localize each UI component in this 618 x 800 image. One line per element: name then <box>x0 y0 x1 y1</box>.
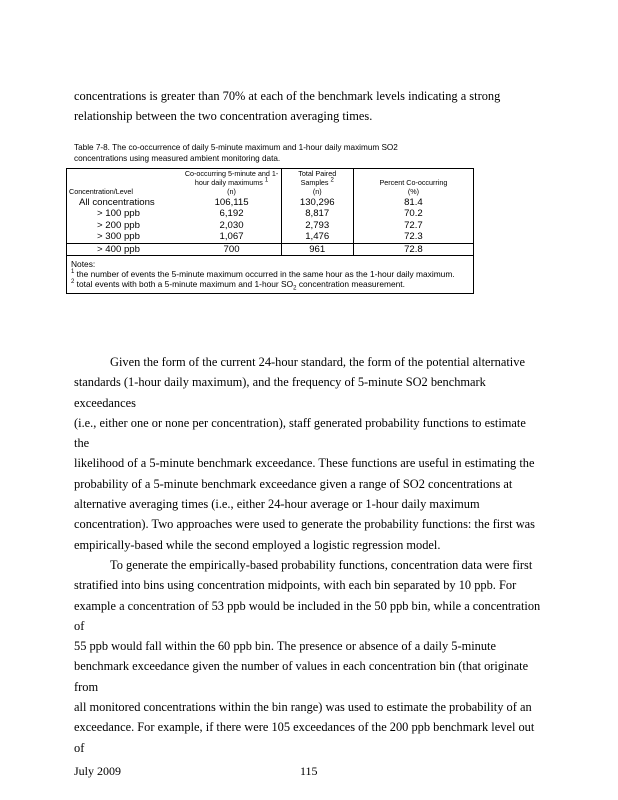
header-cooccurring <box>183 169 281 197</box>
body-line: example a concentration of 53 ppb would be included in the 50 ppb bin, while a concentration of <box>74 598 541 633</box>
header-level: Concentration/Level <box>69 187 133 197</box>
body-line: benchmark exceedance given the number of values in each concentration bin (that originate from <box>74 659 529 694</box>
cell-level: > 100 ppb <box>97 208 140 220</box>
header-percent-unit: (%) <box>407 187 420 197</box>
table-row <box>67 208 473 220</box>
body-line: concentration). Two approaches were used to generate the probability functions: the first was <box>74 517 535 532</box>
cell-cooccurring: 700 <box>183 243 281 256</box>
table-row <box>67 231 473 243</box>
table-caption <box>74 143 542 164</box>
body-line: all monitored concentrations within the bin range) was used to estimate the probability of an <box>74 700 532 715</box>
header-total-label: Total Paired Samples <box>298 169 337 188</box>
body-line: probability of a 5-minute benchmark exceedance given a range of SO2 concentrations at <box>74 476 513 491</box>
footnote-mark: 1 <box>264 177 269 184</box>
body-line: Given the form of the current 24-hour standard, the form of the potential alternative <box>110 355 525 369</box>
cell-total: 961 <box>281 243 353 256</box>
note-1-text: the number of events the 5-minute maximum occurred in the same hour as the 1-hour daily maximum. <box>76 269 455 280</box>
footnote-mark: 1 <box>71 269 75 276</box>
table-row <box>67 243 473 256</box>
intro-paragraph <box>74 86 542 127</box>
cell-percent: 72.3 <box>404 231 423 243</box>
header-percent <box>353 169 473 197</box>
cell-total: 130,296 <box>281 197 353 209</box>
body-line: To generate the empirically-based probability functions, concentration data were first <box>110 557 533 572</box>
footnote-mark: 2 <box>330 177 334 184</box>
cell-total: 1,476 <box>281 231 353 243</box>
cell-level: > 300 ppb <box>97 231 140 243</box>
cell-percent: 70.2 <box>404 208 423 220</box>
cell-cooccurring: 6,192 <box>183 208 281 220</box>
cell-cooccurring: 106,115 <box>183 197 281 209</box>
body-line: standards (1-hour daily maximum), and the frequency of 5-minute SO2 benchmark exceedances <box>74 375 486 410</box>
note-2-text-end: concentration measurement. <box>298 279 405 290</box>
header-total-unit: (n) <box>312 187 322 197</box>
body-line: empirically-based while the second employed a logistic regression model. <box>74 537 441 552</box>
header-cooccurring-label: Co-occurring 5-minute and 1-hour daily maximums <box>184 169 279 188</box>
header-cooccurring-unit: (n) <box>227 187 236 197</box>
so2-subscript: 2 <box>293 285 297 292</box>
notes-title: Notes: <box>71 259 96 270</box>
table-row <box>67 197 473 209</box>
page-number: 115 <box>300 764 318 778</box>
note-2-text: total events with both a 5-minute maximum and 1-hour SO <box>76 279 294 290</box>
cell-percent: 81.4 <box>404 196 423 208</box>
body-line: likelihood of a 5-minute benchmark exceedance. These functions are useful in estimating the <box>74 456 535 471</box>
cell-cooccurring: 1,067 <box>183 231 281 243</box>
intro-line: relationship between the two concentration averaging times. <box>74 109 373 124</box>
table-notes <box>67 256 473 293</box>
body-line: 55 ppb would fall within the 60 ppb bin. The presence or absence of a daily 5-minute <box>74 639 496 654</box>
body-line: (i.e., either one or none per concentration), staff generated probability functions to estimate the <box>74 415 526 451</box>
header-percent-label: Percent Co-occurring <box>379 178 448 188</box>
cell-total: 8,817 <box>281 208 353 220</box>
cell-level: > 200 ppb <box>97 219 140 231</box>
table-row <box>67 220 473 232</box>
footnote-mark: 2 <box>71 279 75 286</box>
body-line: alternative averaging times (i.e., either 24-hour average or 1-hour daily maximum <box>74 497 480 512</box>
caption-line: concentrations using measured ambient monitoring data. <box>74 153 281 163</box>
caption-line: Table 7-8. The co-occurrence of daily 5-minute maximum and 1-hour daily maximum SO2 <box>74 143 398 152</box>
body-paragraphs <box>74 352 542 758</box>
table-header-row <box>67 169 473 197</box>
note-1 <box>71 269 469 279</box>
cell-total: 2,793 <box>281 220 353 232</box>
header-total <box>281 169 353 197</box>
footer-date: July 2009 <box>74 764 122 778</box>
cell-cooccurring: 2,030 <box>183 220 281 232</box>
cell-percent: 72.7 <box>404 219 423 231</box>
body-line: stratified into bins using concentration midpoints, with each bin separated by 10 ppb. For <box>74 578 517 593</box>
cell-percent: 72.8 <box>353 243 473 256</box>
cell-level: > 400 ppb <box>67 243 183 256</box>
note-2 <box>71 279 469 292</box>
intro-line: concentrations is greater than 70% at each of the benchmark levels indicating a strong <box>74 89 501 103</box>
cooccurrence-table <box>66 168 474 294</box>
cell-level: All concentrations <box>79 196 155 208</box>
body-line: exceedance. For example, if there were 105 exceedances of the 200 ppb benchmark level out of <box>74 720 535 755</box>
